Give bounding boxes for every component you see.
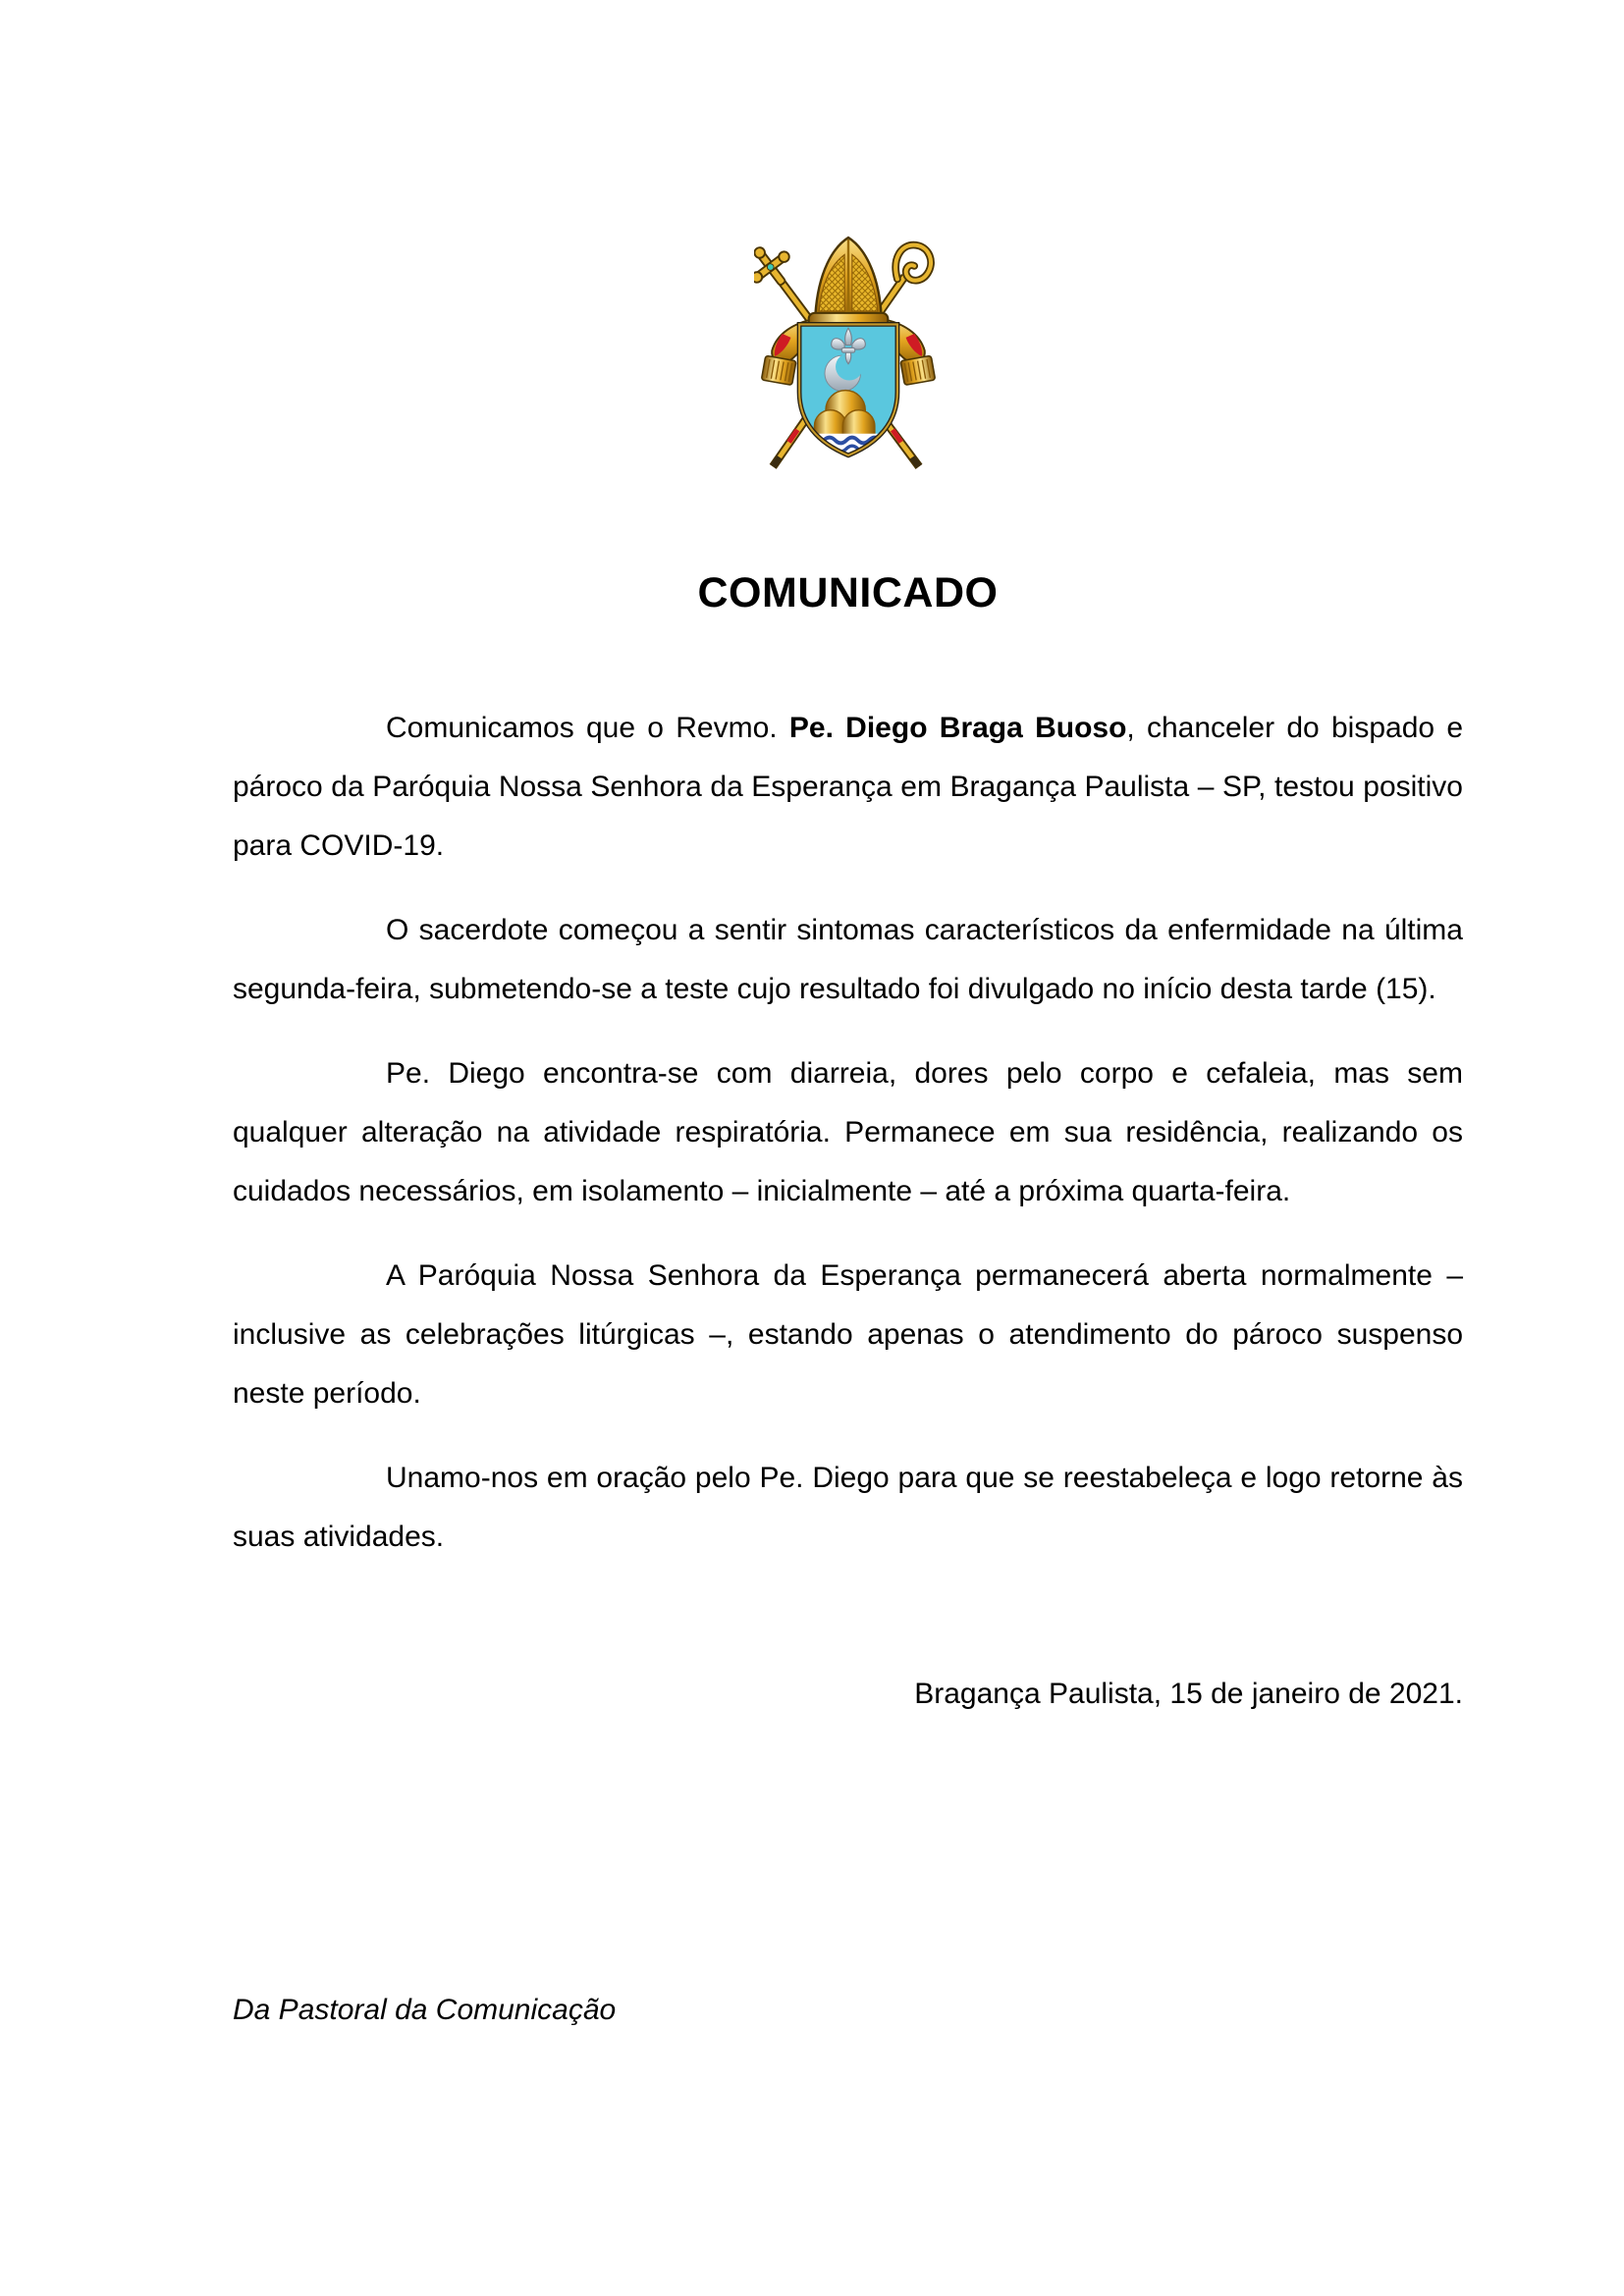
shield-icon — [799, 324, 903, 457]
paragraph-text: Unamo-nos em oração pelo Pe. Diego para que se reestabeleça e logo retorne às suas atividades. — [233, 1462, 1463, 1553]
paragraph-text: , chanceler do bispado e pároco da Paróquia Nossa Senhora da Esperança em Bragança Paulista – SP, testou positivo para COVID-19. — [233, 712, 1464, 862]
paragraph-prayer — [233, 1449, 1463, 1567]
document-body — [233, 699, 1463, 1567]
priest-name-bold: Pe. Diego Braga Buoso — [788, 712, 1127, 744]
paragraph-text: Comunicamos que o Revmo. — [386, 712, 789, 744]
paragraph-text: A Paróquia Nossa Senhora da Esperança permanecerá aberta normalmente – inclusive as celebrações litúrgicas –, estando apenas o atendimento do pároco suspenso neste período. — [233, 1259, 1463, 1410]
signature: Da Pastoral da Comunicação — [233, 1994, 617, 2026]
paragraph-text: Pe. Diego encontra-se com diarreia, dores pelo corpo e cefaleia, mas sem qualquer alteração na atividade respiratória. Permanece em sua residência, realizando os cuidados necessários, em isolamento – inicialmente – até a próxima quarta-feira. — [233, 1057, 1463, 1207]
dateline: Bragança Paulista, 15 de janeiro de 2021. — [914, 1678, 1463, 1710]
paragraph-condition — [233, 1044, 1463, 1221]
paragraph-symptoms — [233, 901, 1463, 1019]
paragraph-text: O sacerdote começou a sentir sintomas característicos da enfermidade na última segunda-feira, submetendo-se a teste cujo resultado foi divulgado no início desta tarde (15). — [233, 914, 1463, 1005]
paragraph-parish-open — [233, 1247, 1463, 1423]
paragraph-announcement — [233, 699, 1463, 876]
mitre-icon — [808, 238, 888, 327]
document-page — [233, 0, 1463, 2040]
document-title: COMUNICADO — [697, 569, 999, 616]
episcopal-coat-of-arms-icon — [754, 234, 943, 481]
